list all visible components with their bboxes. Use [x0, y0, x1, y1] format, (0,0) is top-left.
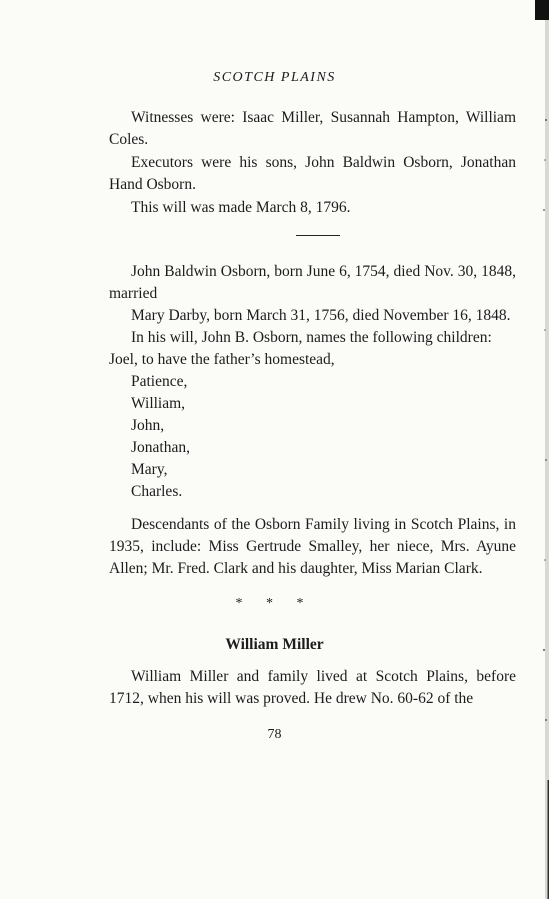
william-miller-paragraph: William Miller and family lived at Scotch Plains, before 1712, when his will was proved. He drew No. 60-62 of the: [109, 668, 516, 707]
section-stars: * * *: [235, 596, 314, 611]
john-baldwin-paragraph: John Baldwin Osborn, born June 6, 1754, died Nov. 30, 1848, married: [109, 263, 516, 302]
mary-darby-paragraph: Mary Darby, born March 31, 1756, died November 16, 1848.: [131, 307, 511, 324]
corner-ink-mark: [535, 0, 549, 20]
running-head: SCOTCH PLAINS: [213, 70, 336, 85]
child-jonathan: Jonathan,: [131, 439, 190, 456]
will-date-paragraph: This will was made March 8, 1796.: [131, 199, 351, 216]
page-edge-shadow: [533, 0, 549, 899]
executors-paragraph: Executors were his sons, John Baldwin Osborn, Jonathan Hand Osborn.: [109, 154, 516, 193]
child-mary: Mary,: [131, 461, 168, 478]
will-children-intro: In his will, John B. Osborn, names the following children:: [131, 329, 492, 346]
joel-line: Joel, to have the father’s homestead,: [109, 351, 335, 368]
descendants-paragraph: Descendants of the Osborn Family living in Scotch Plains, in 1935, include: Miss Gertrude Smalley, her niece, Mrs. Ayune Allen; Mr. Fred. Clark and his daughter, Miss Marian Clark.: [109, 516, 516, 577]
witnesses-block: [109, 107, 516, 219]
child-charles: Charles.: [131, 483, 183, 500]
child-patience: Patience,: [131, 373, 188, 390]
page-number: 78: [267, 727, 282, 742]
child-william: William,: [131, 395, 186, 412]
witnesses-paragraph: Witnesses were: Isaac Miller, Susannah Hampton, William Coles.: [109, 109, 516, 148]
osborn-block: [109, 261, 516, 503]
section-divider-rule: [296, 235, 340, 236]
child-john: John,: [131, 417, 165, 434]
section-heading: William Miller: [225, 636, 324, 653]
